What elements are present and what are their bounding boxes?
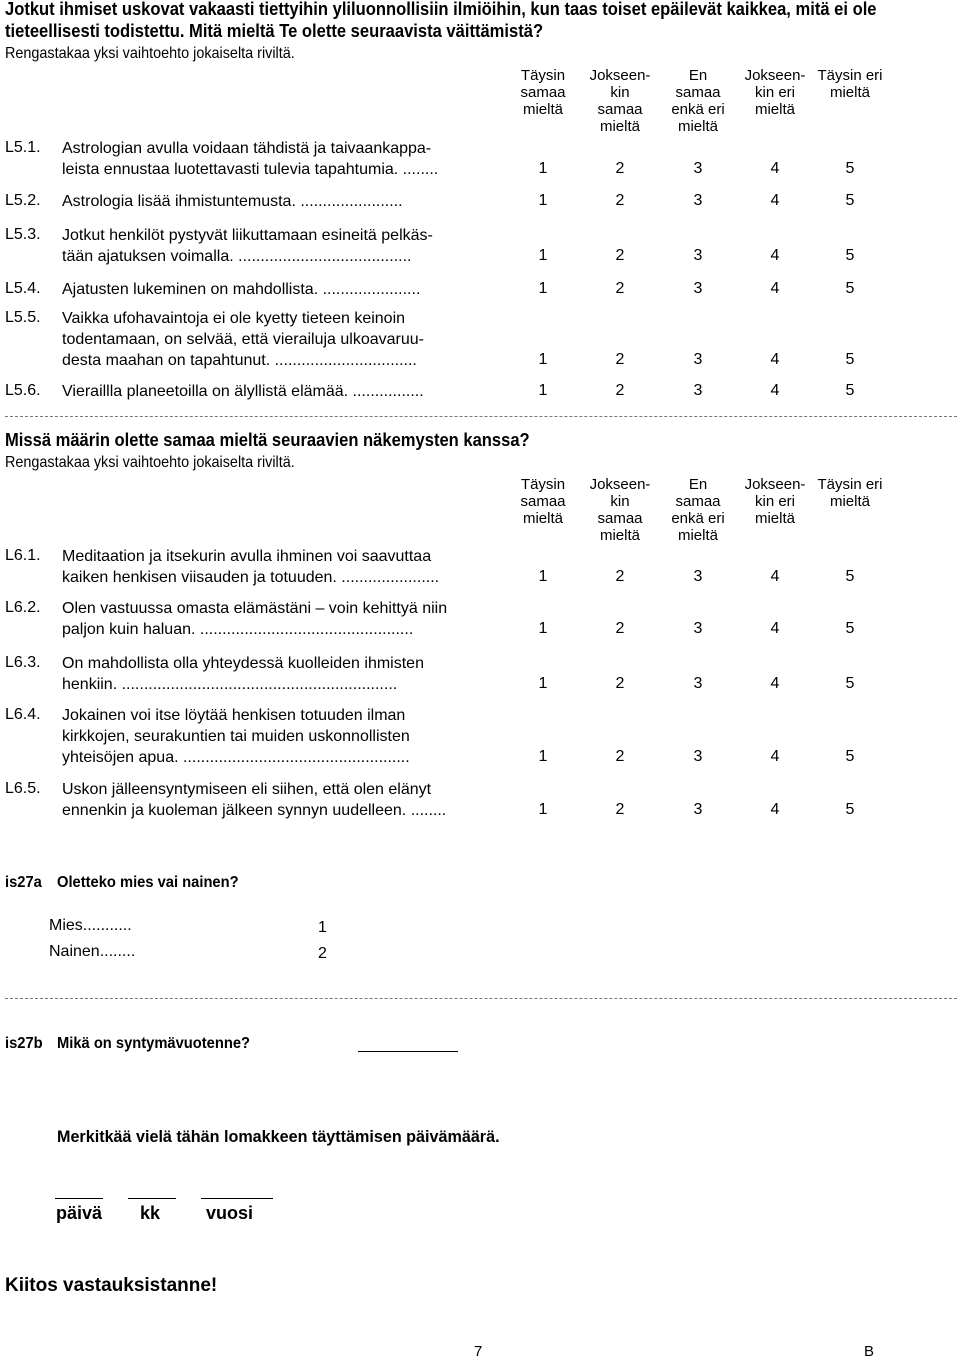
scale-option[interactable]: 1 xyxy=(538,280,548,297)
scale-option[interactable]: 3 xyxy=(693,568,703,585)
scale-option[interactable]: 3 xyxy=(693,620,703,637)
scale-option[interactable]: 1 xyxy=(538,351,548,368)
scale-option[interactable]: 4 xyxy=(770,568,780,585)
date-label-day: päivä xyxy=(56,1203,103,1223)
scale-option[interactable]: 4 xyxy=(770,351,780,368)
question-text-line: Meditaation ja itsekurin avulla ihminen voi saavuttaa xyxy=(62,548,432,565)
scale-option[interactable]: 4 xyxy=(770,280,780,297)
column-header-line: samaa xyxy=(597,101,643,118)
scale-option[interactable]: 2 xyxy=(615,280,625,297)
column-header-line: samaa xyxy=(597,510,643,527)
scale-option[interactable]: 3 xyxy=(693,192,703,209)
column-header-line: kin eri xyxy=(754,493,795,510)
column-header-line: samaa xyxy=(520,84,566,101)
column-header-line: mieltä xyxy=(522,510,563,527)
question-text-line: todentamaan, on selvää, että vierailuja ulkoavaruu- xyxy=(62,331,424,348)
scale-option[interactable]: 4 xyxy=(770,247,780,264)
month-input[interactable] xyxy=(128,1198,176,1199)
column-header-line: Täysin xyxy=(520,476,566,493)
question-code: L6.5. xyxy=(5,780,41,797)
scale-option[interactable]: 5 xyxy=(845,568,855,585)
date-label-month: kk xyxy=(140,1203,161,1223)
scale-option[interactable]: 5 xyxy=(845,280,855,297)
question-text-line: Jotkut henkilöt pystyvät liikuttamaan esineitä pelkäs- xyxy=(62,227,433,244)
column-header-line: mieltä xyxy=(599,118,640,135)
section1-title-line2: tieteellisesti todistettu. Mitä mieltä Te olette seuraavista väittämistä? xyxy=(5,21,544,41)
question-text-line: Olen vastuussa omasta elämästäni – voin kehittyä niin xyxy=(62,600,448,617)
column-header-line: mieltä xyxy=(522,101,563,118)
scale-option[interactable]: 3 xyxy=(693,801,703,818)
section2-instruction: Rengastakaa yksi vaihtoehto jokaiselta riviltä. xyxy=(5,454,295,471)
question-text-line: Vieraillla planeetoilla on älyllistä elämää. ................ xyxy=(62,383,424,400)
scale-option[interactable]: 3 xyxy=(693,748,703,765)
question-text-line: yhteisöjen apua. ................................................... xyxy=(62,749,410,766)
scale-option[interactable]: 1 xyxy=(538,382,548,399)
question-text-line: leista ennustaa luotettavasti tulevia tapahtumia. ........ xyxy=(62,161,439,178)
section1-instruction: Rengastakaa yksi vaihtoehto jokaiselta riviltä. xyxy=(5,45,295,62)
column-header-line: En xyxy=(688,476,708,493)
column-header-line: mieltä xyxy=(677,527,718,544)
column-header-line: mieltä xyxy=(754,510,795,527)
scale-option[interactable]: 2 xyxy=(615,247,625,264)
is27a-question: Oletteko mies vai nainen? xyxy=(57,874,239,891)
column-header-line: En xyxy=(688,67,708,84)
scale-option[interactable]: 1 xyxy=(538,675,548,692)
scale-option[interactable]: 3 xyxy=(693,160,703,177)
column-header-line: Jokseen- xyxy=(744,67,806,84)
scale-option[interactable]: 4 xyxy=(770,192,780,209)
scale-option[interactable]: 3 xyxy=(693,247,703,264)
scale-option[interactable]: 4 xyxy=(770,748,780,765)
is27a-option-label: Nainen........ xyxy=(49,943,136,960)
column-header-line: Jokseen- xyxy=(589,476,651,493)
scale-option[interactable]: 5 xyxy=(845,160,855,177)
question-code: L6.3. xyxy=(5,654,41,671)
question-text-line: Ajatusten lukeminen on mahdollista. ...................... xyxy=(62,281,421,298)
day-input[interactable] xyxy=(55,1198,103,1199)
scale-option[interactable]: 1 xyxy=(538,568,548,585)
section2-title: Missä määrin olette samaa mieltä seuraavien näkemysten kanssa? xyxy=(5,430,530,450)
scale-option[interactable]: 2 xyxy=(615,801,625,818)
is27a-option-value[interactable]: 1 xyxy=(318,919,327,936)
birth-year-input[interactable] xyxy=(358,1051,458,1052)
divider xyxy=(5,998,957,999)
is27b-question: Mikä on syntymävuotenne? xyxy=(57,1035,251,1052)
column-header-line: kin eri xyxy=(754,84,795,101)
scale-option[interactable]: 5 xyxy=(845,247,855,264)
scale-option[interactable]: 1 xyxy=(538,801,548,818)
question-text-line: henkiin. .............................................................. xyxy=(62,676,398,693)
scale-option[interactable]: 2 xyxy=(615,620,625,637)
scale-option[interactable]: 2 xyxy=(615,382,625,399)
column-header-line: Täysin xyxy=(520,67,566,84)
scale-option[interactable]: 4 xyxy=(770,801,780,818)
column-header-line: Jokseen- xyxy=(744,476,806,493)
thanks-text: Kiitos vastauksistanne! xyxy=(5,1275,218,1296)
is27a-option-value[interactable]: 2 xyxy=(318,945,327,962)
column-header-line: mieltä xyxy=(829,84,870,101)
scale-option[interactable]: 2 xyxy=(615,160,625,177)
scale-option[interactable]: 1 xyxy=(538,748,548,765)
question-text-line: On mahdollista olla yhteydessä kuolleiden ihmisten xyxy=(62,655,424,672)
question-text-line: paljon kuin haluan. ................................................ xyxy=(62,621,414,638)
scale-option[interactable]: 4 xyxy=(770,160,780,177)
scale-option[interactable]: 1 xyxy=(538,620,548,637)
scale-option[interactable]: 4 xyxy=(770,382,780,399)
column-header-line: enkä eri xyxy=(671,101,725,118)
year-input[interactable] xyxy=(201,1198,273,1199)
question-text-line: kirkkojen, seurakuntien tai muiden uskonnollisten xyxy=(62,728,410,745)
question-text-line: Vaikka ufohavaintoja ei ole kyetty tieteen keinoin xyxy=(62,310,406,327)
question-code: L5.2. xyxy=(5,192,41,209)
scale-option[interactable]: 2 xyxy=(615,748,625,765)
column-header-line: kin xyxy=(610,493,630,510)
column-header-line: mieltä xyxy=(677,118,718,135)
scale-option[interactable]: 3 xyxy=(693,675,703,692)
section1-title-line1: Jotkut ihmiset uskovat vakaasti tiettyihin yliluonnollisiin ilmiöihin, kun taas toiset epäilevät kaikkea, mitä ei ole xyxy=(5,0,877,19)
scale-option[interactable]: 2 xyxy=(615,351,625,368)
question-text-line: Astrologian avulla voidaan tähdistä ja taivaankappa- xyxy=(62,140,432,157)
scale-option[interactable]: 2 xyxy=(615,568,625,585)
is27a-option-label: Mies........... xyxy=(49,917,132,934)
question-text-line: Jokainen voi itse löytää henkisen totuuden ilman xyxy=(62,707,406,724)
question-code: L5.1. xyxy=(5,139,41,156)
column-header-line: mieltä xyxy=(599,527,640,544)
date-instruction: Merkitkää vielä tähän lomakkeen täyttämisen päivämäärä. xyxy=(57,1127,500,1146)
question-text-line: tään ajatuksen voimalla. ....................................... xyxy=(62,248,412,265)
scale-option[interactable]: 4 xyxy=(770,675,780,692)
question-code: L6.1. xyxy=(5,547,41,564)
column-header-line: Täysin eri xyxy=(817,476,883,493)
question-text-line: Uskon jälleensyntymiseen eli siihen, että olen elänyt xyxy=(62,781,432,798)
page-number: 7 xyxy=(474,1343,483,1360)
is27b-code: is27b xyxy=(5,1035,43,1052)
question-text-line: kaiken henkisen viisauden ja totuuden. ...................... xyxy=(62,569,440,586)
scale-option[interactable]: 3 xyxy=(693,280,703,297)
question-code: L6.2. xyxy=(5,599,41,616)
question-text-line: Astrologia lisää ihmistuntemusta. ....................... xyxy=(62,193,403,210)
is27a-code: is27a xyxy=(5,874,42,891)
column-header-line: mieltä xyxy=(754,101,795,118)
scale-option[interactable]: 5 xyxy=(845,192,855,209)
question-code: L5.4. xyxy=(5,280,41,297)
column-header-line: samaa xyxy=(675,84,721,101)
question-code: L6.4. xyxy=(5,706,41,723)
scale-option[interactable]: 1 xyxy=(538,192,548,209)
question-code: L5.6. xyxy=(5,382,41,399)
scale-option[interactable]: 2 xyxy=(615,192,625,209)
question-code: L5.5. xyxy=(5,309,41,326)
scale-option[interactable]: 1 xyxy=(538,160,548,177)
column-header-line: kin xyxy=(610,84,630,101)
question-code: L5.3. xyxy=(5,226,41,243)
scale-option[interactable]: 4 xyxy=(770,620,780,637)
date-label-year: vuosi xyxy=(206,1203,254,1223)
column-header-line: Täysin eri xyxy=(817,67,883,84)
divider xyxy=(5,416,957,417)
column-header-line: Jokseen- xyxy=(589,67,651,84)
column-header-line: samaa xyxy=(675,493,721,510)
question-text-line: desta maahan on tapahtunut. ................................ xyxy=(62,352,417,369)
question-text-line: ennenkin ja kuoleman jälkeen synnyn uudelleen. ........ xyxy=(62,802,447,819)
column-header-line: enkä eri xyxy=(671,510,725,527)
scale-option[interactable]: 5 xyxy=(845,620,855,637)
scale-option[interactable]: 3 xyxy=(693,351,703,368)
scale-option[interactable]: 5 xyxy=(845,801,855,818)
scale-option[interactable]: 1 xyxy=(538,247,548,264)
column-header-line: samaa xyxy=(520,493,566,510)
form-version: B xyxy=(864,1343,875,1360)
scale-option[interactable]: 5 xyxy=(845,382,855,399)
column-header-line: mieltä xyxy=(829,493,870,510)
scale-option[interactable]: 5 xyxy=(845,351,855,368)
scale-option[interactable]: 5 xyxy=(845,675,855,692)
scale-option[interactable]: 2 xyxy=(615,675,625,692)
scale-option[interactable]: 5 xyxy=(845,748,855,765)
scale-option[interactable]: 3 xyxy=(693,382,703,399)
